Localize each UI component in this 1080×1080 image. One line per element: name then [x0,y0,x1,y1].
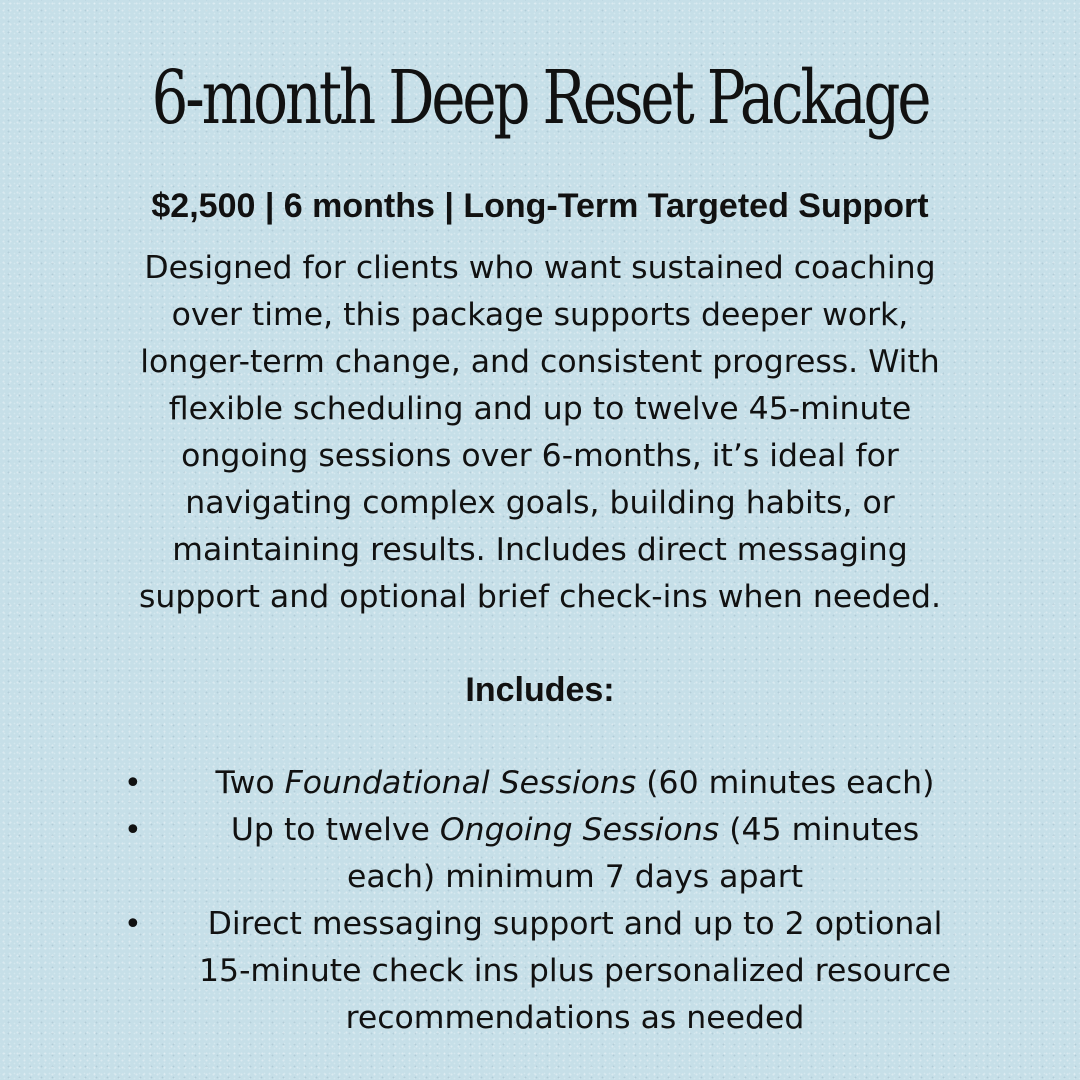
list-item-text: Two [215,765,285,801]
description-line: flexible scheduling and up to twelve 45-minute [168,391,912,427]
includes-item-foundational-sessions [110,760,990,807]
list-item-text: (45 minutes [719,812,920,848]
includes-list [110,760,990,1042]
list-item-line [160,807,990,854]
includes-heading: Includes: [465,671,615,709]
list-item-text: (60 minutes each) [636,765,935,801]
description-line: maintaining results. Includes direct messaging [172,532,908,568]
list-item-line: recommendations as needed [345,1000,805,1036]
bullet-icon: • [124,766,142,801]
list-item-emphasis: Ongoing Sessions [439,812,720,848]
description-line: ongoing sessions over 6-months, it’s ideal for [181,438,899,474]
list-item-line: Direct messaging support and up to 2 optional [207,906,943,942]
list-item-line: 15-minute check ins plus personalized resource [198,953,952,989]
package-title: 6-month Deep Reset Package [151,55,929,141]
description-line: support and optional brief check-ins when needed. [138,579,941,615]
list-item-text: Up to twelve [230,812,440,848]
includes-item-ongoing-sessions [110,807,990,901]
description-line: navigating complex goals, building habits, or [185,485,895,521]
list-item-line [160,760,990,807]
description-line: over time, this package supports deeper work, [171,297,909,333]
list-item-emphasis: Foundational Sessions [284,765,637,801]
package-price-summary: $2,500 | 6 months | Long-Term Targeted Support [151,187,929,225]
package-description [80,245,1000,621]
bullet-icon: • [124,813,142,848]
description-line: longer-term change, and consistent progress. With [140,344,940,380]
description-line: Designed for clients who want sustained coaching [144,250,936,286]
includes-item-messaging-support [110,901,990,1042]
bullet-icon: • [124,907,142,942]
list-item-line: each) minimum 7 days apart [346,859,804,895]
